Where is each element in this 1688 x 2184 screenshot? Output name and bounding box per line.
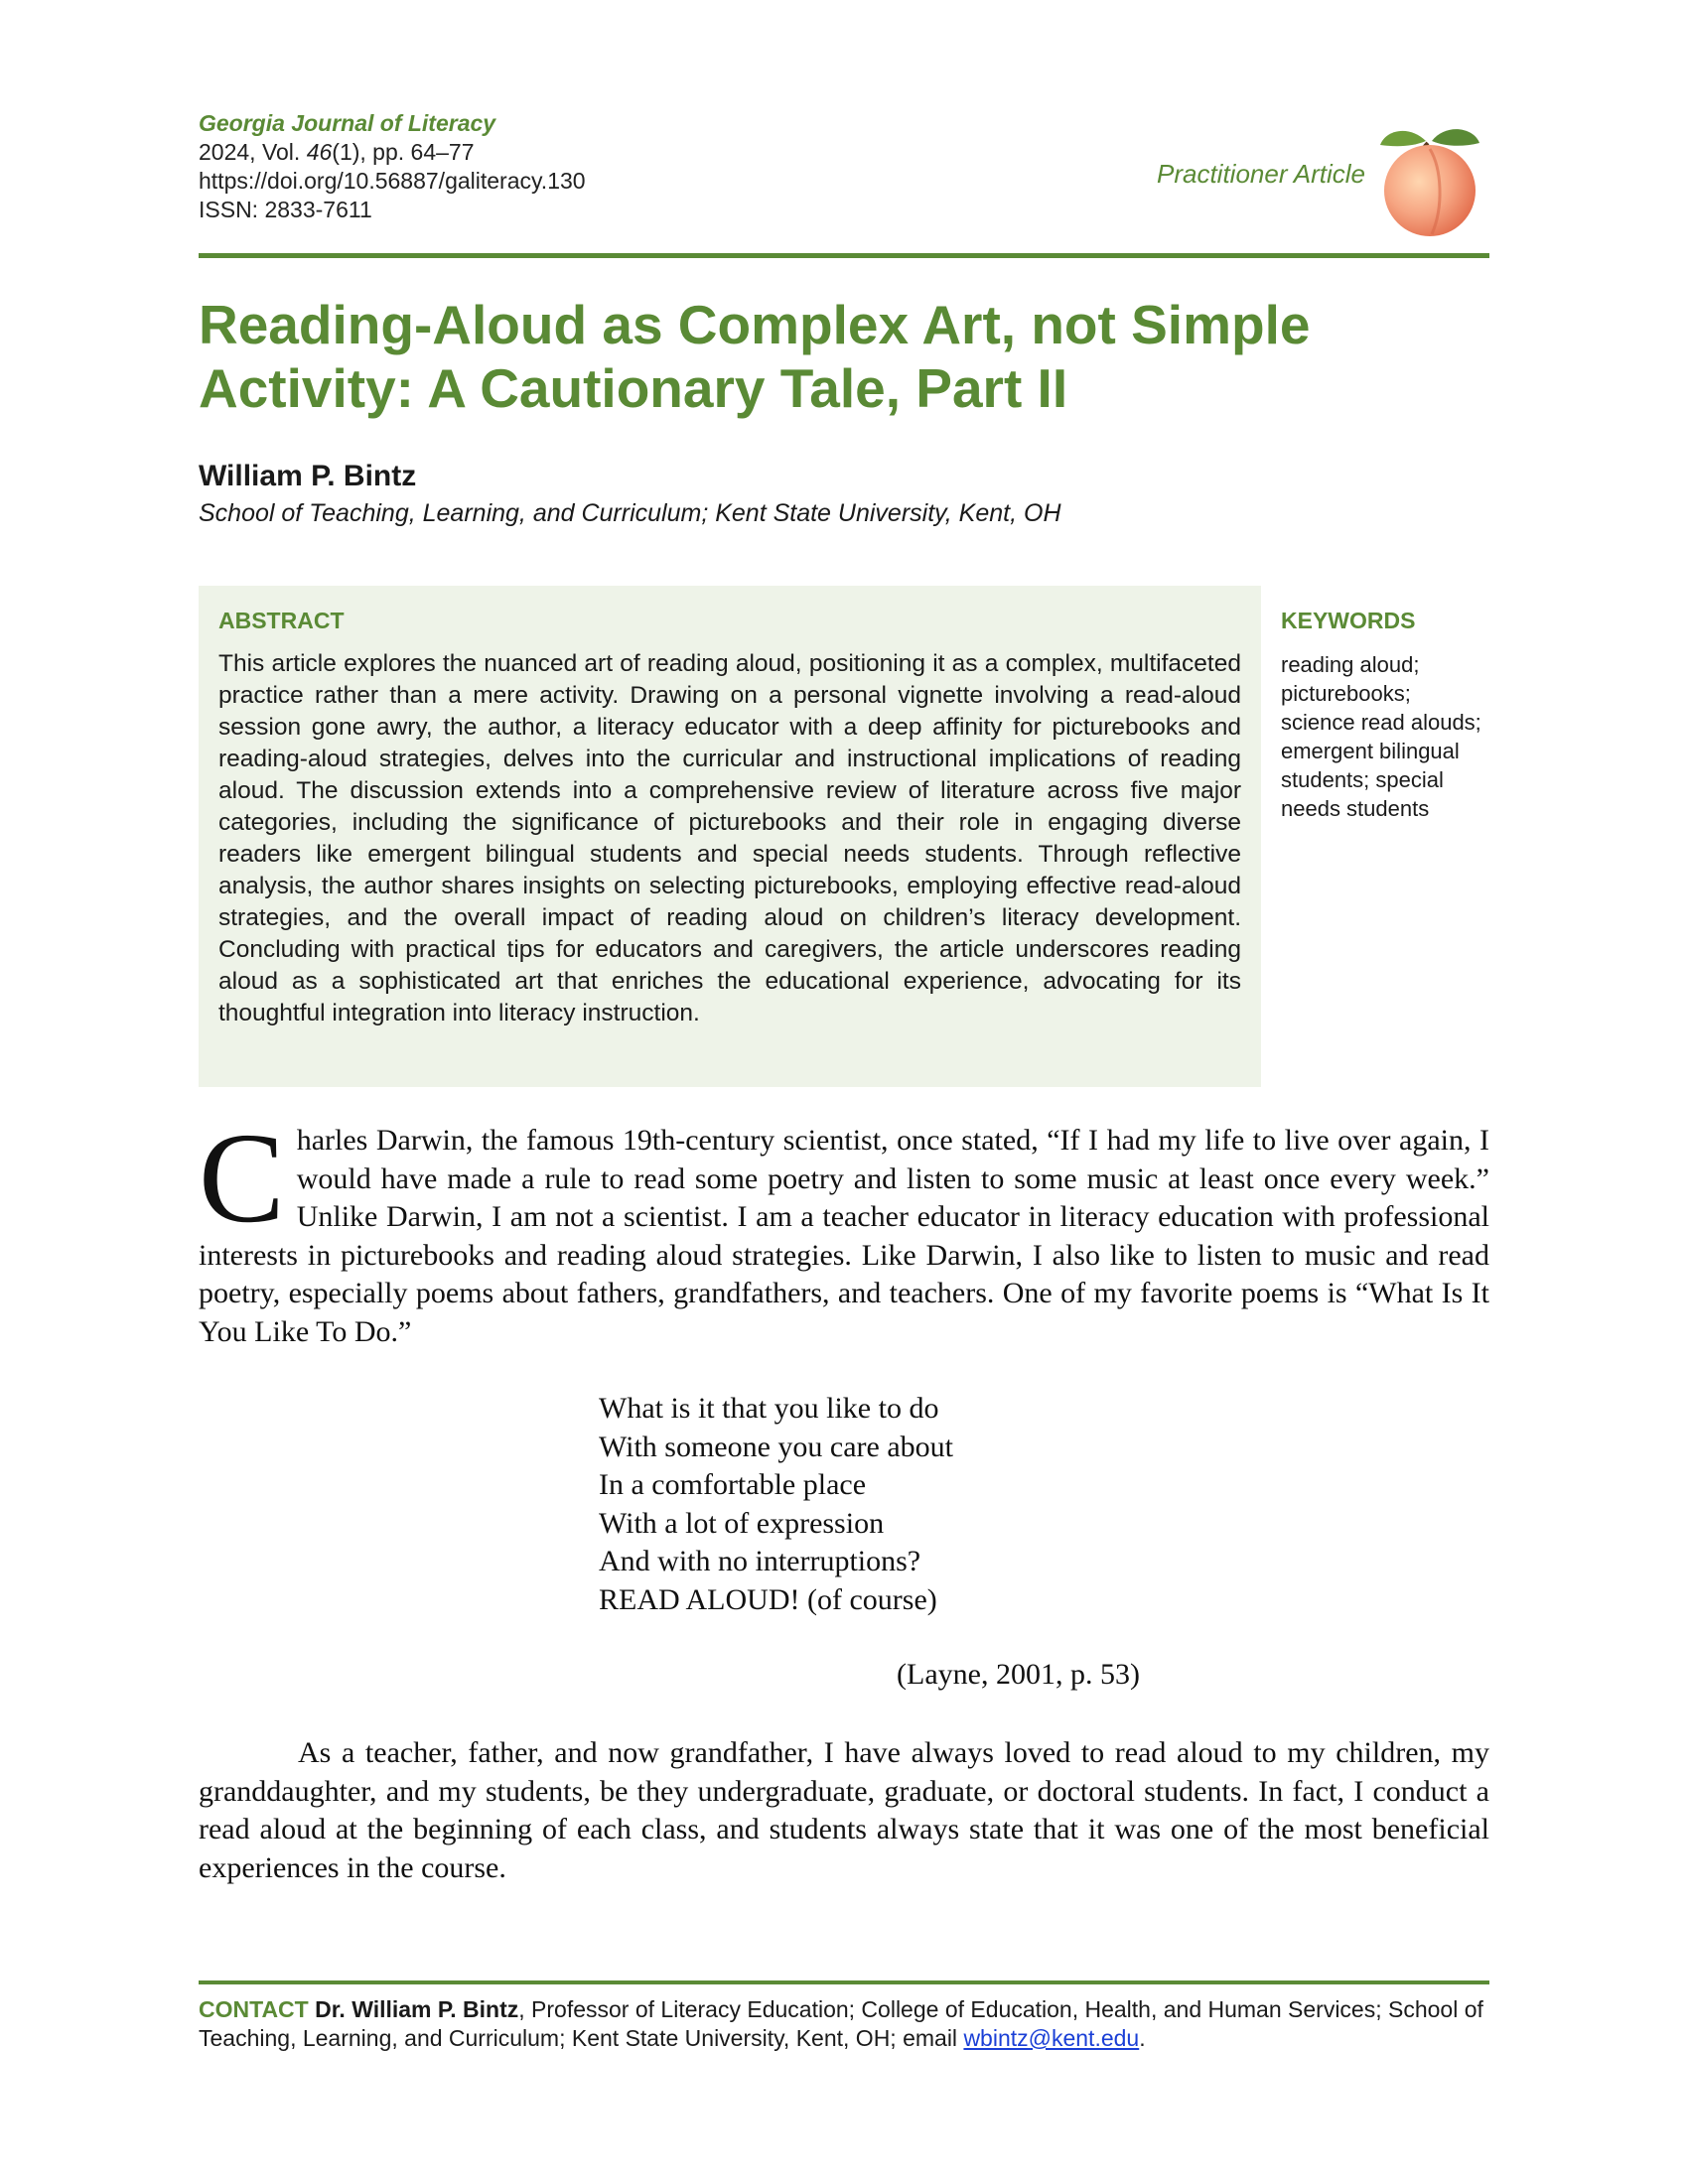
body-paragraph-2: As a teacher, father, and now grandfather, I have always loved to read aloud to my children, my granddaughter, and my students, be they undergraduate, graduate, or doctoral students. In fact, I conduct a read aloud at the beginning of each class, and students always state that it was one of the most beneficial experiences in the course.: [199, 1736, 1489, 1884]
poem-line: What is it that you like to do: [599, 1392, 939, 1425]
poem-line: READ ALOUD! (of course): [599, 1582, 937, 1616]
author-affiliation: School of Teaching, Learning, and Curriculum; Kent State University, Kent, OH: [199, 499, 1061, 527]
abstract-text: This article explores the nuanced art of reading aloud, positioning it as a complex, multifaceted practice rather than a mere activity. Drawing on a personal vignette involving a read-aloud session gone awry, the author, a literacy educator with a deep affinity for picturebooks and reading-aloud strategies, delves into the curricular and instructional implications of reading aloud. The discussion extends into a comprehensive review of literature across five major categories, including the significance of picturebooks and their role in engaging diverse readers like emergent bilingual students and special needs students. Through reflective analysis, the author shares insights on selecting picturebooks, employing effective read-aloud strategies, and the overall impact of reading aloud on children’s literacy development. Concluding with practical tips for educators and caregivers, the article underscores reading aloud as a sophisticated art that enriches the educational experience, advocating for its thoughtful integration into literacy instruction.: [218, 650, 1241, 1026]
body-paragraph-1: [199, 1107, 1489, 1351]
journal-info: [199, 109, 586, 224]
footer-divider: [199, 1980, 1489, 1984]
poem-citation: (Layne, 2001, p. 53): [897, 1658, 1140, 1691]
article-type: Practitioner Article: [1157, 159, 1365, 189]
header-divider: [199, 253, 1489, 258]
contact-details: , Professor of Literacy Education; College of Education, Health, and Human Services; School of Teaching, Learning, and Curriculum; Kent State University, Kent, OH; email: [199, 1996, 1483, 2051]
contact-name: Dr. William P. Bintz: [315, 1996, 519, 2022]
email-link[interactable]: wbintz@kent.edu: [963, 2025, 1140, 2051]
abstract-heading: ABSTRACT: [218, 608, 345, 633]
issn: ISSN: 2833-7611: [199, 197, 372, 222]
page-header: [199, 109, 1489, 248]
abstract-box: [199, 586, 1261, 1087]
contact-label: CONTACT: [199, 1996, 309, 2022]
paragraph-1-text: harles Darwin, the famous 19th-century scientist, once stated, “If I had my life to live over again, I would have made a rule to read some poetry and listen to some music at least once every week.” Unlike Darwin, I am not a scientist. I am a teacher educator in literacy education with professional interests in picturebooks and reading aloud strategies. Like Darwin, I also like to listen to music and read poetry, especially poems about fathers, grandfathers, and teachers. One of my favorite poems is “What Is It You Like To Do.”: [199, 1124, 1489, 1348]
volume-number: 46: [306, 139, 333, 165]
poem-line: And with no interruptions?: [599, 1545, 921, 1577]
contact-info: CONTACT Dr. William P. Bintz, Professor of Literacy Education; College of Education, Health, and Human Services; School of Teaching, Learning, and Curriculum; Kent State University, Kent, OH; email wbintz@kent.edu.: [199, 1996, 1483, 2051]
poem-line: With someone you care about: [599, 1430, 954, 1463]
poem-line: In a comfortable place: [599, 1468, 867, 1501]
keywords-heading: KEYWORDS: [1281, 608, 1416, 633]
keywords-text: reading aloud; picturebooks; science read alouds; emergent bilingual students; special needs students: [1281, 652, 1481, 821]
peach-icon: [1370, 119, 1489, 238]
drop-cap: C: [199, 1107, 285, 1250]
doi: https://doi.org/10.56887/galiteracy.130: [199, 168, 586, 194]
author-name: William P. Bintz: [199, 460, 417, 492]
article-title: Reading-Aloud as Complex Art, not Simple Activity: A Cautionary Tale, Part II: [199, 294, 1311, 419]
poem-line: With a lot of expression: [599, 1506, 885, 1540]
journal-name: Georgia Journal of Literacy: [199, 110, 496, 136]
journal-volume: 2024, Vol. 46(1), pp. 64–77: [199, 139, 475, 165]
poem: [599, 1390, 953, 1619]
